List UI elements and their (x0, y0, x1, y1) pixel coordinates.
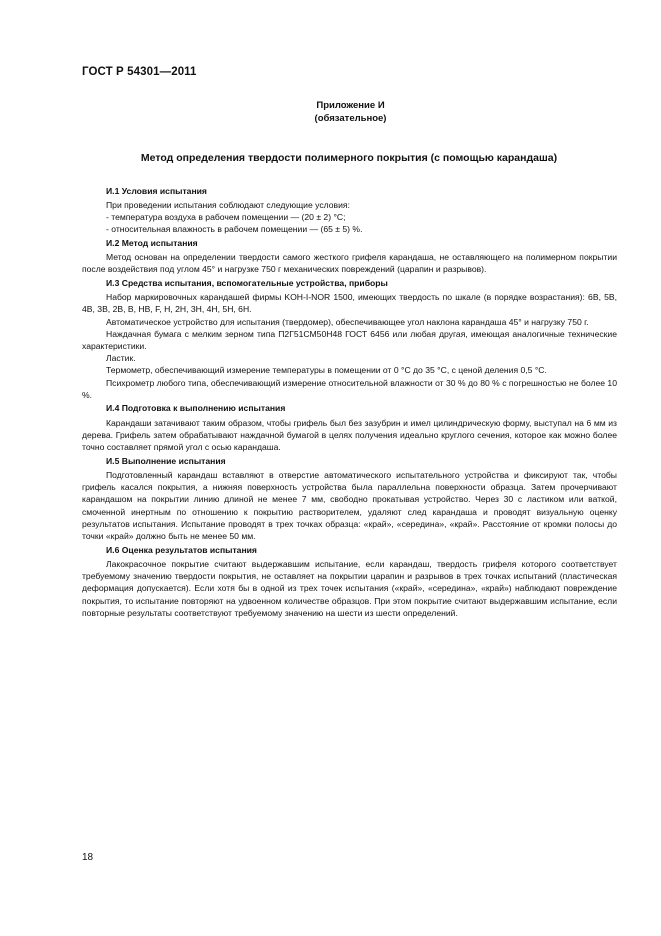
annex-heading (0, 99, 661, 125)
annex-title: Метод определения твердости полимерного покрытия (с помощью карандаша) (140, 152, 558, 164)
section-heading: И.6 Оценка результатов испытания (106, 544, 257, 555)
paragraph: Наждачная бумага с мелким зерном типа П2Г51СМ50Н48 ГОСТ 6456 или любая другая, имеющая аналогичные технические характеристики. (82, 328, 617, 351)
annex-status: (обязательное) (314, 113, 387, 124)
list-item: - температура воздуха в рабочем помещении — (20 ± 2) °С; (106, 211, 346, 222)
list-item: - относительная влажность в рабочем помещении — (65 ± 5) %. (106, 224, 363, 235)
paragraph: Психрометр любого типа, обеспечивающий измерение относительной влажности от 30 % до 80 % с погрешностью не более 10 %. (82, 377, 617, 400)
paragraph: Карандаши затачивают таким образом, чтобы грифель был без зазубрин и имел цилиндрическую форму, выступал на 6 мм из дерева. Грифель затем обрабатывают наждачной бумагой в целях получения идеально круглого сечения, которое как можно более точно составляет прямой угол с осью карандаша. (82, 417, 617, 453)
paragraph: Подготовленный карандаш вставляют в отверстие автоматического испытательного устройства и фиксируют так, чтобы грифель касался покрытия, а нижняя поверхность устройства была параллельна поверхности образца. Затем прочерчивают карандашом на покрытии линию длиной не менее 7 мм, свободно прокатывая устройство. Через 30 с ластиком или ваткой, смоченной инертным по отношению к покрытию растворителем, удаляют след карандаша и проводят визуальную оценку результатов испытания. Испытание проводят в трех точках образца: «край», «середина», «край». Расстояние от кромки полосы до точки «край» должно быть не менее 50 мм. (82, 469, 617, 541)
paragraph: Автоматическое устройство для испытания (твердомер), обеспечивающее угол наклона карандаша 45° и нагрузку 750 г. (106, 316, 589, 327)
section-heading: И.5 Выполнение испытания (106, 455, 226, 466)
annex-body (82, 183, 617, 619)
paragraph: Ластик. (106, 353, 136, 364)
section-heading: И.4 Подготовка к выполнению испытания (106, 403, 286, 414)
section-heading: И.1 Условия испытания (106, 185, 207, 196)
paragraph: Термометр, обеспечивающий измерение температуры в помещении от 0 °С до 35 °С, с ценой деления 0,5 °С. (106, 365, 547, 376)
page-number: 18 (82, 852, 94, 863)
standard-number: ГОСТ Р 54301—2011 (82, 66, 197, 78)
section-heading: И.3 Средства испытания, вспомогательные устройства, приборы (106, 277, 388, 288)
section-heading: И.2 Метод испытания (106, 237, 198, 248)
paragraph: Лакокрасочное покрытие считают выдержавшим испытание, если карандаш, твердость грифеля которого соответствует требуемому значению твердости покрытия, не оставляет на покрытии царапин и разрывов в трех точках испытаний (пластическая деформация допускается). Если хотя бы в одной из трех точек испытания («край», «середина», «край») наблюдают повреждение покрытия, то испытание повторяют на удвоенном количестве образцов. При этом покрытие считают выдержавшим испытание, если повторные результаты соответствуют требуемому значению на шести из шести определений. (82, 558, 617, 618)
annex-label: Приложение И (316, 100, 385, 111)
paragraph: Набор маркировочных карандашей фирмы KOH-I-NOR 1500, имеющих твердость по шкале (в порядке возрастания): 6В, 5В, 4В, 3В, 2В, В, НВ, F, Н, 2Н, 3Н, 4Н, 5Н, 6Н. (82, 292, 617, 315)
paragraph: При проведении испытания соблюдают следующие условия: (106, 199, 350, 210)
paragraph: Метод основан на определении твердости самого жесткого грифеля карандаша, не оставляющего на полимерном покрытии после воздействия под углом 45° и нагрузке 750 г механических повреждений (царапин и разрывов). (82, 252, 617, 275)
